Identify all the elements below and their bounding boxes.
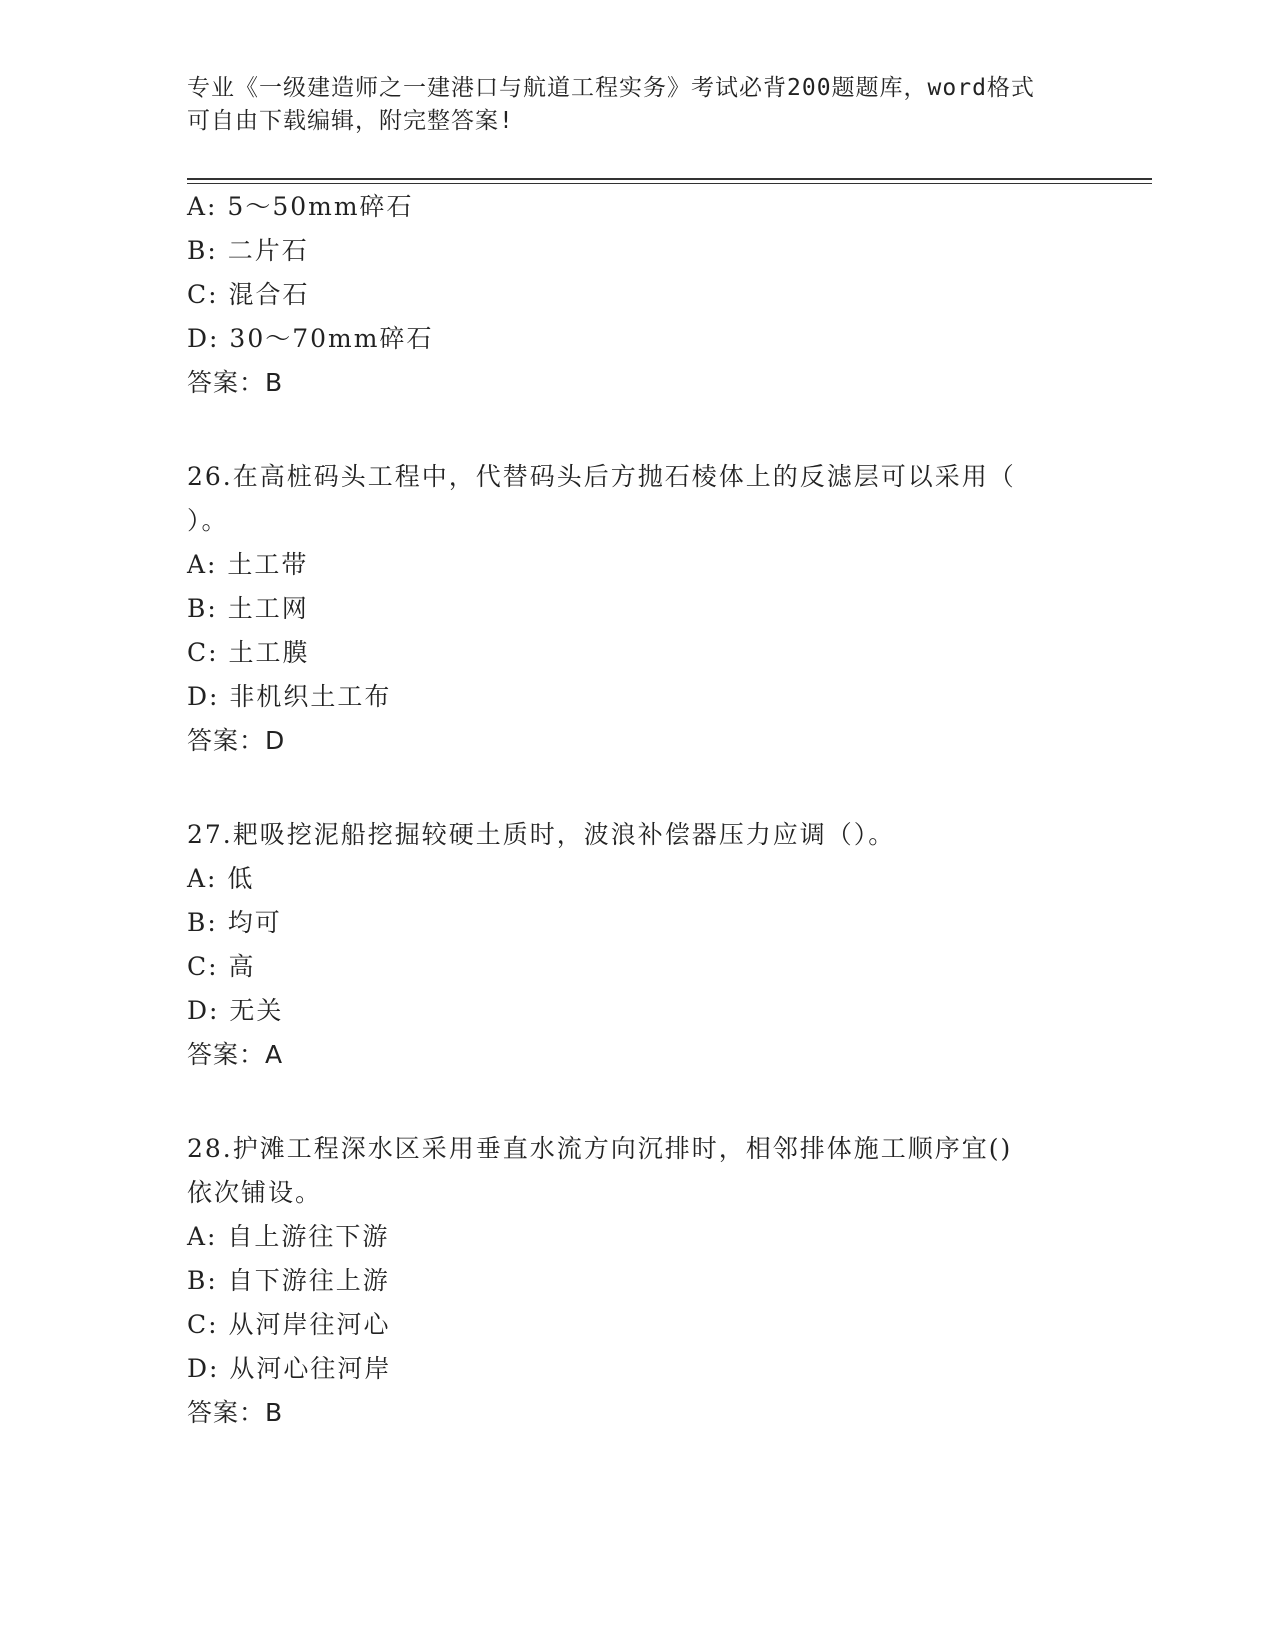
q26-stem-line-2: ）。 (187, 506, 229, 535)
q27-option-b: B: 均可 (187, 908, 282, 937)
q25-option-c: C: 混合石 (187, 280, 310, 309)
q26-option-a: A: 土工带 (187, 550, 309, 579)
q28-option-b: B: 自下游往上游 (187, 1266, 390, 1295)
document-header (187, 72, 1067, 138)
q26-option-b: B: 土工网 (187, 594, 309, 623)
header-rule-thin (187, 183, 1152, 184)
q25-option-d: D: 30～70mm碎石 (187, 324, 434, 353)
q27-option-a: A: 低 (187, 864, 255, 893)
q25-answer: 答案：B (187, 368, 284, 397)
q27-stem-line-1: 27.耙吸挖泥船挖掘较硬土质时，波浪补偿器压力应调（）。 (187, 820, 896, 849)
q28-option-c: C: 从河岸往河心 (187, 1310, 391, 1339)
q26-answer: 答案：D (187, 726, 286, 755)
q27-option-d: D: 无关 (187, 996, 284, 1025)
q26-option-c: C: 土工膜 (187, 638, 310, 667)
q28-option-d: D: 从河心往河岸 (187, 1354, 392, 1383)
header-line-2: 可自由下载编辑，附完整答案! (187, 108, 514, 134)
q28-option-a: A: 自上游往下游 (187, 1222, 390, 1251)
q28-stem-line-1: 28.护滩工程深水区采用垂直水流方向沉排时，相邻排体施工顺序宜() (187, 1134, 1013, 1163)
q26-option-d: D: 非机织土工布 (187, 682, 392, 711)
q26-stem-line-1: 26.在高桩码头工程中，代替码头后方抛石棱体上的反滤层可以采用（ (187, 462, 1016, 491)
header-rule-thick (187, 178, 1152, 180)
q28-stem-line-2: 依次铺设。 (187, 1178, 323, 1207)
q25-option-a: A: 5～50mm碎石 (187, 192, 414, 221)
q25-option-b: B: 二片石 (187, 236, 309, 265)
q27-option-c: C: 高 (187, 952, 256, 981)
q28-answer: 答案：B (187, 1398, 284, 1427)
q27-answer: 答案：A (187, 1040, 284, 1069)
header-line-1: 专业《一级建造师之一建港口与航道工程实务》考试必背200题题库，word格式 (187, 75, 1035, 101)
